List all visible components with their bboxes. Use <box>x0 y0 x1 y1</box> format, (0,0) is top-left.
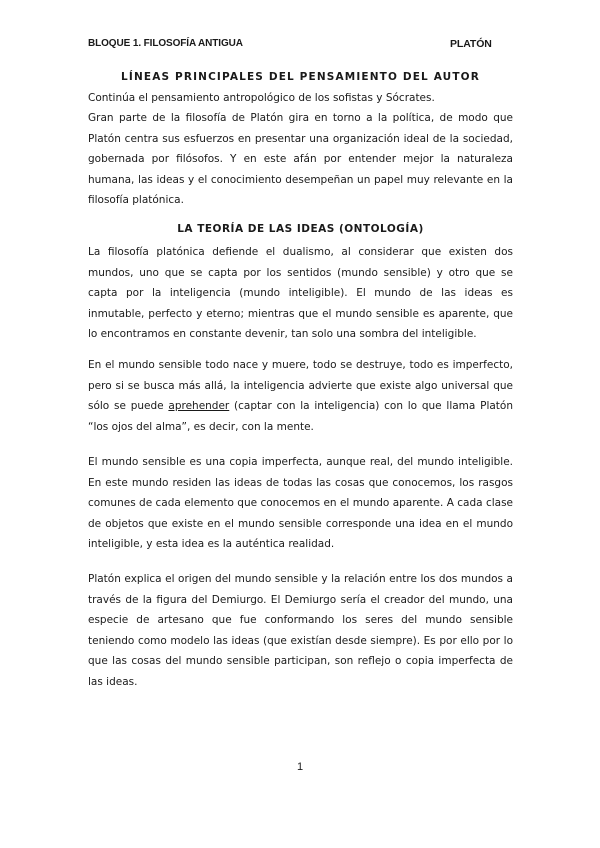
text-line: inteligible, y esta idea es la auténtica realidad. <box>88 538 335 550</box>
text-segment: (captar con la inteligencia) con lo que llama Platón <box>229 400 513 412</box>
page-header <box>88 38 513 52</box>
text-line: humana, las ideas y el conocimiento desempeñan un papel muy relevante en la <box>88 173 513 186</box>
text-line: pero si se busca más allá, la inteligencia advierte que existe algo universal que <box>88 379 513 392</box>
text-line: especie de artesano que fue conformando los seres del mundo sensible <box>88 614 513 626</box>
text-line: En el mundo sensible todo nace y muere, todo se destruye, todo es imperfecto, <box>88 359 513 371</box>
text-line: El mundo sensible es una copia imperfecta, aunque real, del mundo inteligible. <box>88 456 513 468</box>
text-line: Gran parte de la filosofía de Platón gira en torno a la política, de modo que <box>88 112 513 124</box>
text-line: Platón explica el origen del mundo sensible y la relación entre los dos mundos a <box>88 573 513 585</box>
header-section-title: BLOQUE 1. FILOSOFÍA ANTIGUA <box>88 38 243 49</box>
text-line: teniendo como modelo las ideas (que existían desde siempre). Es por ello por lo <box>88 634 513 647</box>
text-line: Continúa el pensamiento antropológico de los sofistas y Sócrates. <box>88 92 435 104</box>
text-line: comunes de cada elemento que conocemos en el mundo aparente. A cada clase <box>88 497 513 509</box>
sensible-world-paragraph <box>88 355 513 437</box>
page-number: 1 <box>296 761 304 773</box>
text-line <box>88 396 513 417</box>
text-line: lo encontramos en constante devenir, tan solo una sombra del inteligible. <box>88 328 477 340</box>
section-heading-main-lines: LÍNEAS PRINCIPALES DEL PENSAMIENTO DEL AUTOR <box>121 71 480 83</box>
text-line: La filosofía platónica defiende el dualismo, al considerar que existen dos <box>88 246 513 258</box>
underlined-term-aprehender: aprehender <box>168 400 230 412</box>
text-line: filosofía platónica. <box>88 194 184 206</box>
text-line: de objetos que existe en el mundo sensible corresponde una idea en el mundo <box>88 517 513 530</box>
text-line: gobernada por filósofos. Y en este afán por entender mejor la naturaleza <box>88 153 513 165</box>
text-line: través de la figura del Demiurgo. El Demiurgo sería el creador del mundo, una <box>88 593 513 606</box>
politics-paragraph <box>88 108 513 211</box>
text-line: que las cosas del mundo sensible participan, son reflejo o copia imperfecta de <box>88 655 513 667</box>
text-line: inmutable, perfecto y eterno; mientras que el mundo sensible es aparente, que <box>88 307 513 320</box>
text-line: capta por la inteligencia (mundo inteligible). El mundo de las ideas es <box>88 287 513 299</box>
dualism-paragraph <box>88 242 513 345</box>
text-line: Platón centra sus esfuerzos en presentar una organización ideal de la sociedad, <box>88 132 513 145</box>
demiurge-paragraph <box>88 569 513 692</box>
header-author: PLATÓN <box>450 38 492 50</box>
text-line: En este mundo residen las ideas de todas las cosas que conocemos, los rasgos <box>88 476 513 489</box>
text-line: las ideas. <box>88 675 138 688</box>
text-line: “los ojos del alma”, es decir, con la mente. <box>88 420 314 433</box>
text-segment: sólo se puede <box>88 400 169 412</box>
copy-paragraph <box>88 452 513 555</box>
section-heading-theory-of-ideas: LA TEORÍA DE LAS IDEAS (ONTOLOGÍA) <box>177 223 424 235</box>
intro-paragraph <box>88 88 513 109</box>
text-line: mundos, uno que se capta por los sentidos (mundo sensible) y otro que se <box>88 266 513 279</box>
